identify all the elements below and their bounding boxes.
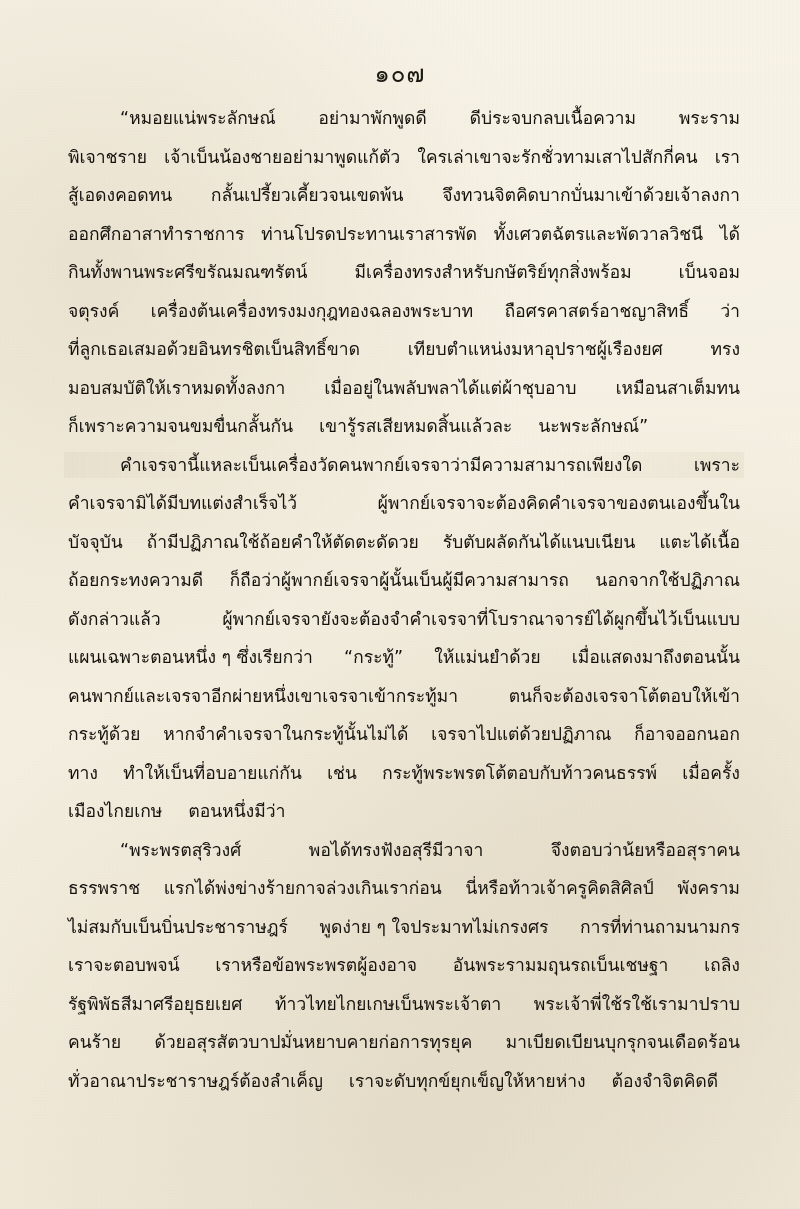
text-segment: ถ้ามีปฏิภาณใช้ถ้อยคำให้ตัดตะดัดวย (146, 532, 419, 553)
text-segment: ว่า (720, 301, 740, 322)
text-segment: เครื่องต้นเครื่องทรงมงกุฎทองฉลองพระบาท (150, 301, 474, 322)
text-segment: จตุรงค์ (68, 301, 120, 322)
text-segment: ผู้พากย์เจรจายังจะต้องจำคำเจรจาที่โบราณาจารย์ได้ผูกขึ้นไว้เบ็นแบบ (222, 609, 740, 630)
text-line (68, 870, 740, 909)
text-segment: ธรรพราช (68, 879, 141, 899)
text-line (68, 601, 740, 640)
text-segment: เราหรือข้อพระพรตผู้องอาจ (215, 956, 418, 976)
text-line (68, 562, 740, 601)
page-number: ๑๐๗ (374, 60, 426, 88)
text-line (68, 524, 740, 563)
text-segment: พอได้ทรงฟังอสุรีมีวาจา (308, 840, 484, 861)
text-segment: เมืองไกยเกษ (68, 802, 163, 822)
text-line (68, 485, 740, 524)
text-line (68, 909, 740, 948)
text-segment: “พระพรตสุริวงศ์ (120, 840, 242, 861)
text-line (68, 177, 740, 216)
text-segment: ที่ลูกเธอเสมอด้วยอินทรชิตเบ็นสิทธิ์ขาด (68, 340, 360, 360)
text-segment: เขารู้รสเสียหมดสิ้นแล้วละ (319, 417, 513, 437)
text-segment: กินทั้งพานพระศรีขรัณมณฑรัตน์ (68, 263, 308, 283)
text-segment: แผนเฉพาะตอนหนึ่ง ๆ ซึ่งเรียกว่า (68, 648, 313, 668)
text-segment: กลั้นเปรี้ยวเคี้ยวจนเขดพ้น (210, 186, 404, 206)
text-line (68, 639, 740, 678)
text-segment: ผู้พากย์เจรจาจะต้องคิดคำเจรจาของตนเองขึ้นใน (377, 494, 740, 514)
page-body-text (68, 100, 740, 1101)
text-segment: ดีบ่ระจบกลบเนื้อความ (469, 109, 637, 129)
text-line (68, 1024, 740, 1063)
text-segment: เมื่ออยู่ในพลับพลาได้แต่ผ้าชุบอาบ (324, 378, 577, 399)
text-segment: คนร้าย (68, 1033, 122, 1053)
text-segment: “หมอยแน่พระลักษณ์ (120, 109, 276, 129)
text-segment: เพราะ (693, 455, 740, 476)
text-segment: จึงตอบว่าน้ยหรืออสุราคน (550, 840, 740, 861)
text-segment: ท่านโปรดประทานเราสารพัด (261, 224, 478, 245)
text-segment: แตะได้เนื้อ (659, 532, 740, 553)
text-segment: กระทู้ด้วย (68, 725, 141, 745)
paragraph (68, 447, 740, 832)
text-line (68, 100, 740, 139)
text-line (68, 793, 740, 832)
text-segment: เจรจาไปแต่ด้วยปฏิภาณ (431, 725, 612, 745)
text-segment: ออกศึกอาสาทำราชการ (68, 224, 245, 245)
text-segment: เจ้าเบ็นน้องชายอย่ามาพูดแก้ตัว (164, 147, 401, 168)
text-segment: อย่ามาพักพูดดี (318, 109, 427, 129)
text-segment: พังคราม (677, 879, 740, 899)
text-segment: ด้วยอสุรสัตวบาปมั่นหยาบคายก่อการทุรยุค (154, 1033, 473, 1053)
text-segment: เราจะตอบพจน์ (68, 956, 180, 976)
text-segment: ถ้อยกระทงความดี (68, 571, 204, 591)
text-segment: ทรง (710, 340, 740, 360)
text-segment: คำเจรจานี้แหละเบ็นเครื่องวัดคนพากย์เจรจาว่ามีความสามารถเพียงใด (120, 455, 643, 476)
text-segment: ถือศรคาสตร์อาชญาสิทธิ์ (504, 301, 690, 322)
text-line (68, 1063, 740, 1102)
text-segment: ต้องจำจิตคิดดี (611, 1071, 719, 1092)
text-segment: การที่ท่านถามนามกร (580, 917, 740, 938)
text-segment: อันพระรามมฤุนรถเบ็นเชษฐา (452, 956, 669, 976)
text-segment: เรา (714, 147, 740, 168)
text-segment: เทียบตำแหน่งมหาอุปราชผู้เรืองยศ (407, 340, 663, 360)
text-line (68, 678, 740, 717)
text-segment: หากจำคำเจรจาในกระทู้นั้นไม่ได้ (163, 725, 409, 745)
text-segment: ตนก็จะต้องเจรจาโต้ตอบให้เข้า (508, 686, 740, 707)
text-line (68, 254, 740, 293)
text-line (68, 408, 740, 447)
text-line (68, 716, 740, 755)
text-segment: กระทู้พระพรตโต้ตอบกับท้าวคนธรรพ์ (382, 763, 658, 784)
text-segment: จึงทวนจิตคิดบากบั่นมาเข้าด้วยเจ้าลงกา (442, 186, 740, 206)
text-segment: พระเจ้าพี่ใช้รใช้เรามาปราบ (533, 994, 740, 1015)
text-segment: เมื่อแสดงมาถึงตอนนั้น (571, 648, 740, 668)
text-segment: เหมือนสาเต็มทน (615, 378, 740, 399)
text-segment: รับตับผลัดกันได้แนบเนียน (442, 532, 636, 553)
text-segment: นอกจากใช้ปฏิภาณ (595, 571, 740, 591)
text-line (68, 139, 740, 178)
text-segment: ดังกล่าวแล้ว (68, 609, 161, 630)
text-segment: ทำให้เบ็นที่อบอายแก่กัน (123, 763, 302, 784)
text-segment: มอบสมบัติให้เราหมดทั้งลงกา (68, 378, 286, 399)
text-segment: เช่น (327, 763, 357, 784)
text-segment: ใครเล่าเขาจะรักชั่วทามเสาไปสักกี่คน (417, 147, 698, 168)
text-segment: เบ็นจอม (678, 263, 740, 283)
text-segment: พิเจาชราย (68, 147, 147, 168)
text-line (68, 216, 740, 255)
text-segment: นะพระลักษณ์” (538, 417, 649, 437)
text-line (68, 331, 740, 370)
text-segment: ก็เพราะความจนขมขื่นกลั้นกัน (68, 417, 294, 437)
text-line (68, 370, 740, 409)
text-segment: แรกได้พ่งข่างร้ายกาจล่วงเกินเราก่อน (163, 879, 442, 899)
text-segment: ก็ถือว่าผู้พากย์เจรจาผู้นั้นเบ็นผู้มีความสามารถ (229, 571, 569, 591)
text-segment: พระราม (678, 109, 740, 129)
text-segment: บัจจุบัน (68, 532, 123, 553)
text-segment: ก็อาจออกนอก (634, 725, 740, 745)
paragraph (68, 832, 740, 1102)
paragraph (68, 100, 740, 447)
text-segment: คำเจรจามิได้มีบทแต่งสำเร็จไว้ (68, 494, 298, 514)
text-segment: นี่หรือท้าวเจ้าครูคิดสิศิลป์ (465, 879, 654, 899)
text-segment: เมื่อครั้ง (682, 763, 740, 784)
text-segment: ให้แม่นยำด้วย (434, 648, 541, 668)
text-segment: “กระทู้” (344, 648, 404, 668)
text-segment: ได้ (719, 224, 740, 245)
text-segment: ทาง (68, 763, 98, 784)
text-segment: มาเบียดเบียนบุกรุกจนเดือดร้อน (505, 1033, 740, 1053)
text-line (68, 447, 740, 486)
text-line (68, 986, 740, 1025)
text-segment: พูดง่าย ๆ ใจประมาทไม่เกรงศร (319, 917, 549, 938)
text-line (68, 755, 740, 794)
text-segment: ทั้งเศวตฉัตรและพัดวาลวิชนี (493, 224, 704, 245)
text-segment: ท้าวไทยไกยเกษเบ็นพระเจ้าตา (275, 994, 502, 1015)
text-segment: ทั่วอาณาประชาราษฎร์ต้องลำเค็ญ (68, 1071, 323, 1092)
text-segment: มีเครื่องทรงสำหรับกษัตริย์ทุกสิ่งพร้อม (354, 263, 632, 283)
text-segment: คนพากย์และเจรจาอีกผ่ายหนึ่งเขาเจรจาเข้ากระทู้มา (68, 686, 459, 707)
text-segment: รัฐพิพัธสีมาศรีอยุธยเยศ (68, 994, 243, 1015)
text-line (68, 832, 740, 871)
text-segment: เราจะดับทุกข์ยุกเข็ญให้หายห่าง (348, 1071, 586, 1092)
text-segment: ไม่สมกับเบ็นบิ่นประชาราษฎร์ (68, 917, 288, 938)
text-segment: ตอนหนึ่งมีว่า (188, 802, 286, 822)
text-segment: สู้เอดงคอดทน (68, 186, 173, 206)
text-line (68, 293, 740, 332)
text-segment: เถลิง (704, 956, 740, 976)
text-line (68, 947, 740, 986)
